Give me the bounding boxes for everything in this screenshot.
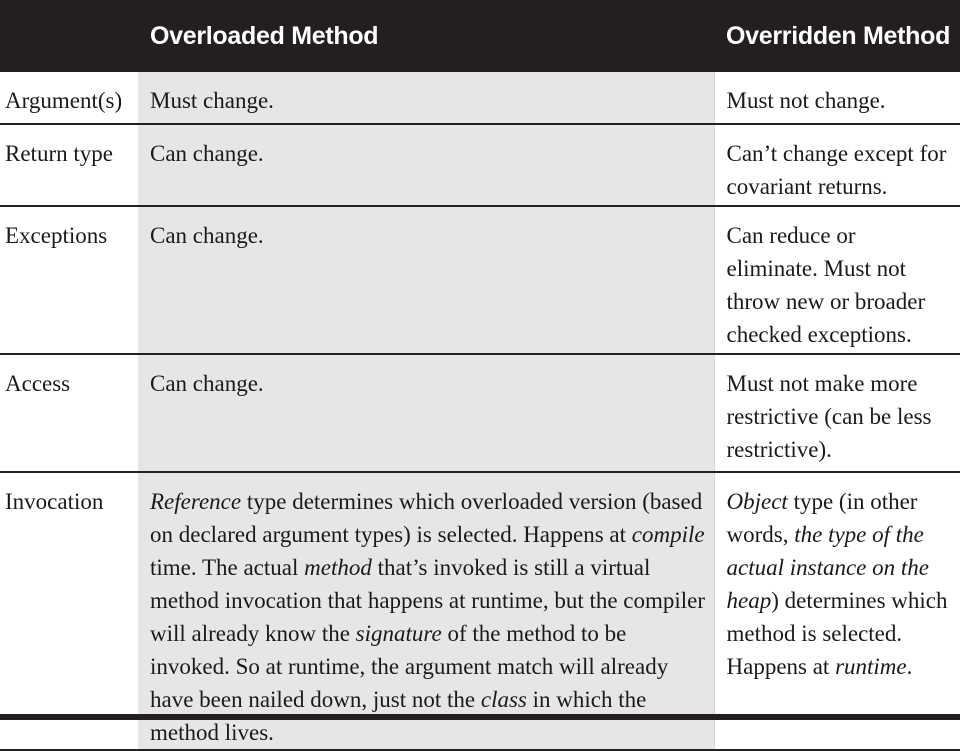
- row-label: Return type: [0, 124, 138, 206]
- overloaded-cell: Can change.: [138, 206, 714, 354]
- bottom-border: [0, 714, 960, 720]
- row-label: Access: [0, 354, 138, 472]
- overridden-cell: Must not make more restrictive (can be less restrictive).: [714, 354, 960, 472]
- table-row-access: [0, 354, 960, 472]
- table-row-arguments: [0, 72, 960, 124]
- text-signature: signature: [355, 621, 442, 646]
- text-class: class: [480, 687, 527, 712]
- text-object: Object: [726, 489, 788, 514]
- overloaded-cell: [138, 472, 714, 750]
- row-label: Exceptions: [0, 206, 138, 354]
- table-row-invocation: [0, 472, 960, 750]
- overloaded-cell: Can change.: [138, 354, 714, 472]
- header-overloaded-method: Overloaded Method: [150, 21, 379, 50]
- text-segment: ) determines which method is selected. Happens at: [726, 588, 948, 679]
- text-segment: of the method to be invoked. So at runtime, the argument match will already have been nailed down, just not the: [150, 621, 669, 712]
- text-runtime: runtime: [835, 654, 907, 679]
- table-header-row: [0, 0, 960, 72]
- text-method: method: [304, 555, 372, 580]
- text-reference: Reference: [150, 489, 242, 514]
- header-overridden-method: Overridden Method: [726, 21, 951, 50]
- text-compile: compile: [631, 522, 705, 547]
- overridden-cell: [714, 472, 960, 750]
- header-empty-cell: [0, 0, 138, 72]
- overloaded-cell: Must change.: [138, 72, 714, 124]
- overridden-cell: Must not change.: [714, 72, 960, 124]
- overridden-cell: Can reduce or eliminate. Must not throw new or broader checked exceptions.: [714, 206, 960, 354]
- overloaded-cell: Can change.: [138, 124, 714, 206]
- overridden-cell: Can’t change except for covariant returns.: [714, 124, 960, 206]
- table-row-return-type: [0, 124, 960, 206]
- text-segment: .: [906, 654, 913, 679]
- text-segment: type (in other words,: [726, 489, 918, 547]
- table-row-exceptions: [0, 206, 960, 354]
- text-segment: in which the method lives.: [150, 687, 647, 745]
- text-segment: that’s invoked is still a virtual method invocation that happens at runtime, but the compiler will already know the: [150, 555, 706, 646]
- text-actual-instance: the type of the actual instance on the heap: [726, 522, 929, 613]
- row-label: Argument(s): [0, 72, 138, 124]
- text-segment: time. The actual: [150, 555, 305, 580]
- row-label: Invocation: [0, 472, 138, 750]
- text-segment: type determines which overloaded version (based on declared argument types) is selected. Happens at: [150, 489, 703, 547]
